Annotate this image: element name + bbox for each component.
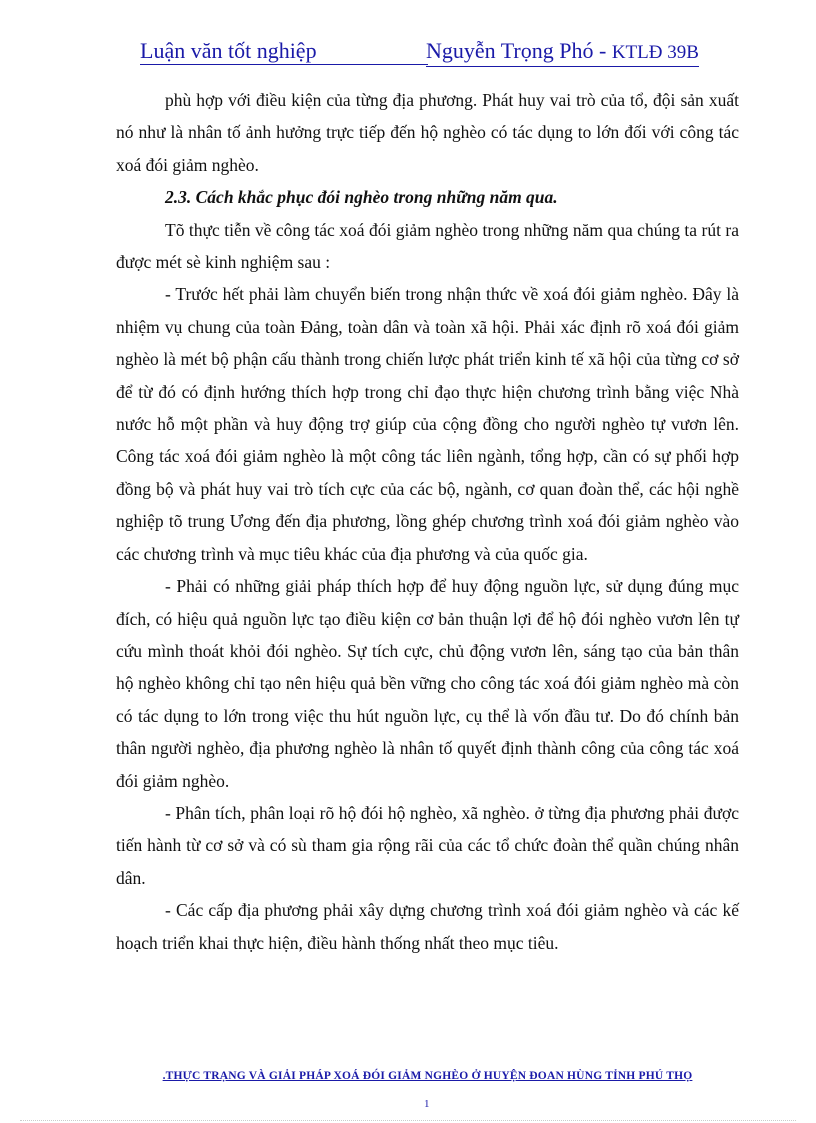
page-bottom-divider [20, 1120, 796, 1121]
page-number: 1 [424, 1098, 430, 1110]
page-header [140, 38, 712, 68]
paragraph-item-2: - Phải có những giải pháp thích hợp để huy động nguồn lực, sử dụng đúng mục đích, có hiệu quả nguồn lực tạo điều kiện cơ bản thuận lợi để hộ đói nghèo vươn lên tự cứu mình thoát khỏi đói nghèo. Sự tích cực, chủ động vươn lên, sáng tạo của bản thân hộ nghèo không chỉ tạo nên hiệu quả bền vững cho công tác xoá đói giảm nghèo mà còn có tác dụng to lớn trong việc thu hút nguồn lực, cụ thể là vốn đầu tư. Do đó chính bản thân người nghèo, địa phương nghèo là nhân tố quyết định thành công của công tác xoá đói giảm nghèo. [116, 576, 739, 791]
paragraph-intro: Tõ thực tiễn về công tác xoá đói giảm nghèo trong những năm qua chúng ta rút ra được mét sè kinh nghiệm sau : [116, 219, 739, 273]
document-body [116, 84, 739, 959]
header-author-name: Nguyễn Trọng Phó - [426, 38, 612, 63]
header-thesis-label: Luận văn tốt nghiệp [140, 38, 330, 65]
header-underline-gap [328, 38, 428, 65]
paragraph-item-4: - Các cấp địa phương phải xây dựng chương trình xoá đói giảm nghèo và các kế hoạch triển khai thực hiện, điều hành thống nhất theo mục tiêu. [116, 900, 739, 953]
paragraph-item-3: - Phân tích, phân loại rõ hộ đói hộ nghèo, xã nghèo. ở từng địa phương phải được tiến hành từ cơ sở và có sù tham gia rộng rãi của các tổ chức đoàn thể quần chúng nhân dân. [116, 802, 739, 888]
section-heading: 2.3. Cách khắc phục đói nghèo trong những năm qua. [165, 187, 558, 208]
page-footer-title: .THỰC TRẠNG VÀ GIẢI PHÁP XOÁ ĐÓI GIẢM NGHÈO Ở HUYỆN ĐOAN HÙNG TỈNH PHÚ THỌ [162, 1070, 693, 1082]
header-class-code: KTLĐ 39B [611, 42, 699, 63]
paragraph-item-1: - Trước hết phải làm chuyển biến trong nhận thức về xoá đói giảm nghèo. Đây là nhiệm vụ chung của toàn Đảng, toàn dân và toàn xã hội. Phải xác định rõ xoá đói giảm nghèo là mét bộ phận cấu thành trong chiến lược phát triển kinh tế xã hội của từng cơ sở để từ đó có định hướng thích hợp trong chỉ đạo thực hiện chương trình bằng việc Nhà nước hỗ một phần và huy động trợ giúp của cộng đồng cho người nghèo tự vươn lên. Công tác xoá đói giảm nghèo là một công tác liên ngành, tổng hợp, cần có sự phối hợp đồng bộ và phát huy vai trò tích cực của các bộ, ngành, cơ quan đoàn thể, các hội nghề nghiệp tõ trung Ương đến địa phương, lồng ghép chương trình xoá đói giảm nghèo vào các chương trình và mục tiêu khác của địa phương và của quốc gia. [116, 284, 739, 564]
header-author [426, 38, 699, 67]
paragraph-continuation: phù hợp với điều kiện của từng địa phương. Phát huy vai trò của tổ, đội sản xuất nó như là nhân tố ảnh hưởng trực tiếp đến hộ nghèo có tác dụng to lớn đối với công tác xoá đói giảm nghèo. [116, 90, 739, 175]
